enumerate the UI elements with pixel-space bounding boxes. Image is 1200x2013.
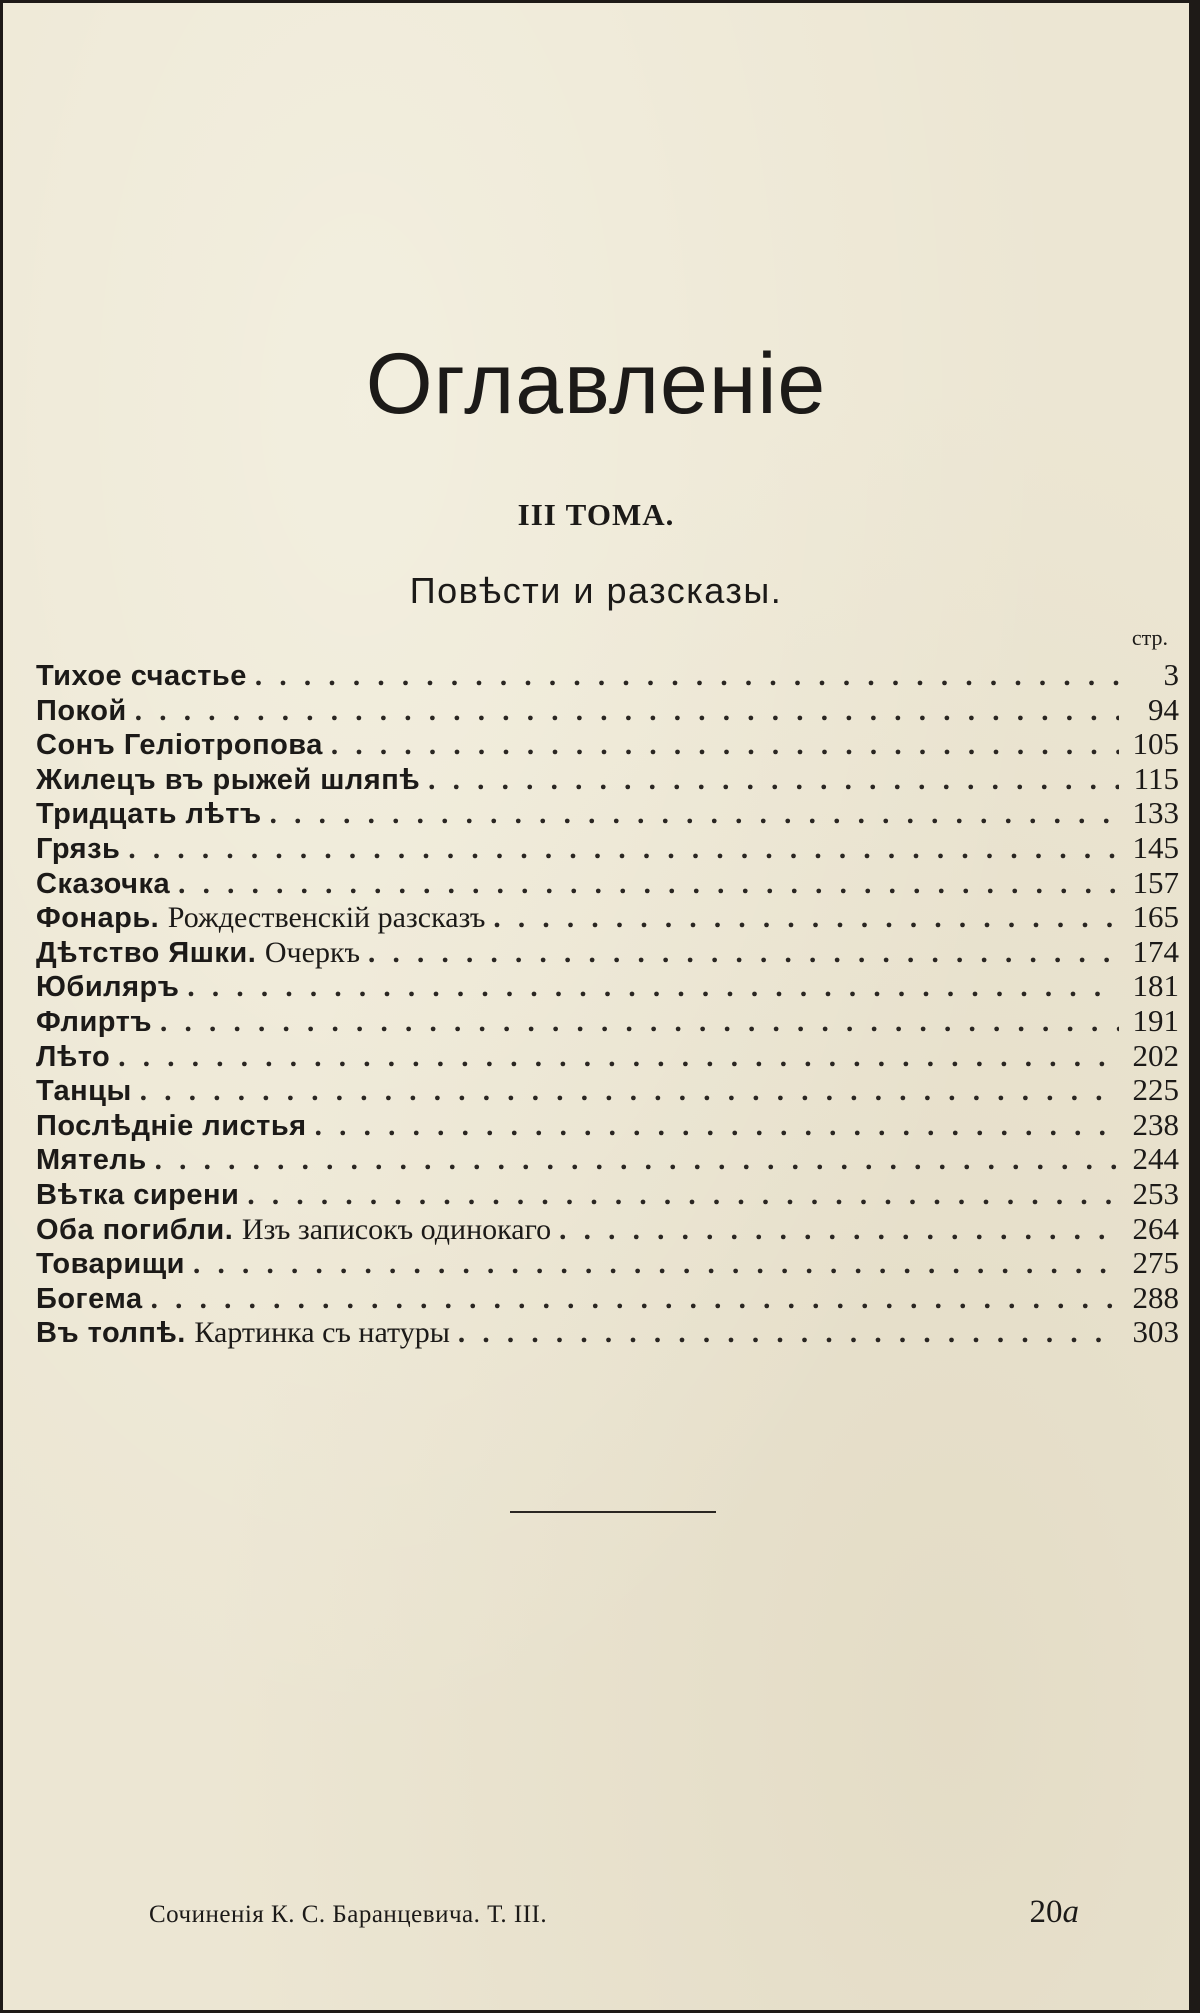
toc-entry-title	[36, 797, 262, 832]
volume-subtitle: III ТОМА.	[517, 497, 675, 532]
dot-leader	[368, 936, 1119, 971]
toc-entry-title-main: Покой	[36, 694, 127, 727]
toc-entry-page: 3	[1163, 657, 1179, 692]
toc-entry	[36, 1281, 1179, 1316]
toc-entry-title-main: Богема	[36, 1282, 143, 1315]
toc-entry-title	[36, 1074, 132, 1109]
toc-entry-page: 202	[1132, 1037, 1179, 1073]
toc-entry-title	[36, 867, 170, 902]
dot-leader	[193, 1247, 1119, 1282]
toc-entry	[36, 693, 1179, 728]
toc-entry-title-main: Товарищи	[36, 1248, 186, 1281]
toc-entry	[36, 1246, 1179, 1281]
toc-entry-title	[36, 1040, 110, 1075]
dot-leader	[128, 832, 1119, 867]
toc-entry-title-main: Жилецъ въ рыжей шляпѣ	[36, 763, 421, 796]
toc-entry-title	[36, 1109, 307, 1144]
toc-entry-title-main: Оба погибли.	[36, 1213, 234, 1246]
dot-leader	[255, 659, 1119, 694]
toc-entry	[36, 831, 1179, 866]
toc-entry-page: 264	[1132, 1210, 1179, 1246]
toc-entry-title-main: Флиртъ	[36, 1005, 152, 1038]
toc-entry	[36, 1039, 1179, 1074]
toc-entry	[36, 1177, 1179, 1212]
dot-leader	[140, 1074, 1119, 1109]
toc-entry	[36, 1315, 1179, 1350]
toc-entry-title-main: Послѣдніе листья	[36, 1109, 307, 1142]
toc-entry-page: 165	[1132, 899, 1179, 935]
toc-entry-title-main: Мятель	[36, 1144, 147, 1177]
footer-imprint: Сочиненія К. С. Баранцевича. Т. III.	[149, 1901, 548, 1928]
toc-entry	[36, 866, 1179, 901]
toc-entry-title	[36, 1178, 239, 1213]
toc-entry-title-main: Лѣто	[36, 1040, 111, 1073]
toc-entry-title-sub: Очеркъ	[264, 935, 361, 969]
toc-entry	[36, 762, 1179, 797]
toc-entry-page: 238	[1132, 1106, 1179, 1142]
toc-entry-title-main: Тридцать лѣтъ	[36, 798, 262, 831]
dot-leader	[331, 728, 1119, 763]
toc-entry-title-sub: Изъ записокъ одинокаго	[241, 1212, 552, 1246]
signature-letter: a	[1062, 1894, 1079, 1930]
toc-entry	[36, 727, 1179, 762]
toc-entry-title	[36, 694, 127, 729]
toc-entry-page: 275	[1132, 1245, 1179, 1281]
toc-entry-page: 94	[1148, 691, 1179, 727]
toc-entry-title	[36, 1213, 551, 1248]
toc-entry-page: 133	[1132, 795, 1179, 831]
toc-entry	[36, 1108, 1179, 1143]
toc-entry	[36, 969, 1179, 1004]
toc-entry-title-main: Юбиляръ	[36, 971, 180, 1004]
divider-rule	[510, 1511, 716, 1513]
toc-entry-title-sub: Рождественскій разсказъ	[167, 901, 486, 935]
toc-entry	[36, 1142, 1179, 1177]
toc-entry-page: 225	[1132, 1072, 1179, 1108]
dot-leader	[118, 1040, 1119, 1075]
toc-entry-page: 181	[1132, 968, 1179, 1004]
dot-leader	[315, 1109, 1119, 1144]
toc-entry-title	[36, 901, 485, 936]
toc-entry-page: 145	[1132, 829, 1179, 865]
dot-leader	[247, 1178, 1119, 1213]
table-of-contents	[36, 658, 1179, 1350]
toc-entry-title	[36, 1247, 185, 1282]
dot-leader	[559, 1213, 1119, 1248]
toc-entry-title-main: Сонъ Геліотропова	[36, 729, 323, 762]
toc-entry	[36, 1212, 1179, 1247]
dot-leader	[155, 1143, 1119, 1178]
toc-entry-title	[36, 1282, 143, 1317]
toc-entry-page: 115	[1133, 760, 1179, 796]
page-column-label: стр.	[1131, 625, 1168, 650]
toc-entry-page: 174	[1132, 933, 1179, 969]
dot-leader	[151, 1282, 1119, 1317]
toc-entry-page: 303	[1132, 1314, 1179, 1350]
toc-entry	[36, 900, 1179, 935]
toc-entry-title	[36, 970, 179, 1005]
toc-entry-title-main: Вѣтка сирени	[36, 1178, 240, 1211]
toc-entry	[36, 796, 1179, 831]
toc-entry	[36, 935, 1179, 970]
toc-entry-title-main: Тихое счастье	[36, 660, 247, 692]
toc-entry-page: 288	[1132, 1279, 1179, 1315]
toc-entry-title-main: Сказочка	[36, 867, 171, 900]
toc-entry-page: 253	[1132, 1175, 1179, 1211]
toc-entry-page: 157	[1132, 864, 1179, 900]
signature-number: 20	[1029, 1894, 1063, 1930]
toc-entry-page: 105	[1132, 726, 1179, 762]
dot-leader	[178, 867, 1119, 902]
toc-entry-title	[36, 728, 323, 763]
toc-entry-title-sub: Картинка съ натуры	[194, 1316, 450, 1350]
toc-entry-title	[36, 936, 360, 971]
toc-entry-title	[36, 832, 120, 867]
toc-entry	[36, 1004, 1179, 1039]
toc-entry-title	[36, 763, 420, 798]
dot-leader	[187, 970, 1119, 1005]
dot-leader	[428, 763, 1119, 798]
toc-entry-title	[36, 659, 247, 694]
toc-entry-page: 191	[1132, 1002, 1179, 1038]
dot-leader	[493, 901, 1119, 936]
toc-entry-title	[36, 1316, 450, 1351]
book-page	[3, 3, 1189, 2010]
toc-entry-title	[36, 1143, 147, 1178]
section-heading: Повѣсти и разсказы.	[409, 570, 783, 611]
toc-entry-title-main: Фонарь.	[36, 902, 160, 935]
dot-leader	[270, 797, 1119, 832]
dot-leader	[160, 1005, 1119, 1040]
toc-entry	[36, 658, 1179, 693]
dot-leader	[458, 1316, 1119, 1351]
dot-leader	[135, 694, 1119, 729]
toc-entry-page: 244	[1132, 1141, 1179, 1177]
toc-entry-title	[36, 1005, 152, 1040]
toc-entry-title-main: Въ толпѣ.	[36, 1317, 186, 1350]
toc-entry-title-main: Грязь	[36, 832, 121, 865]
page-title: Оглавленіе	[365, 336, 827, 432]
toc-entry	[36, 1073, 1179, 1108]
toc-entry-title-main: Танцы	[36, 1075, 132, 1108]
toc-entry-title-main: Дѣтство Яшки.	[36, 936, 257, 969]
printer-signature-mark	[1030, 1896, 1080, 1929]
